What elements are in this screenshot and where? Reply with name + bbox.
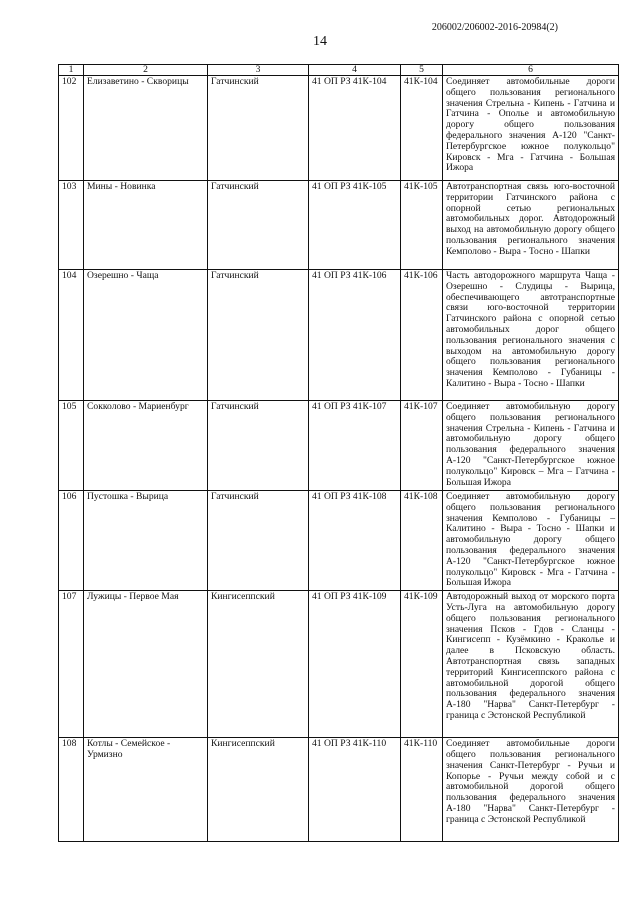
road-description: Соединяет автомобильные дороги общего пользования регионального значения Санкт-Петербург - Ручьи и Копорье - Ручьи между собой и с автомобильной дорогой общего пользования федерального значения А-180 "Нарва" Санкт-Петербург - граница с Эстонской Республикой bbox=[443, 738, 619, 842]
district-name: Кингисеппский bbox=[208, 591, 309, 738]
road-name: Елизаветино - Скворицы bbox=[84, 76, 208, 181]
road-id-full: 41 ОП РЗ 41К-109 bbox=[309, 591, 401, 738]
row-number: 108 bbox=[59, 738, 84, 842]
table-row bbox=[59, 591, 619, 738]
road-name: Пустошка - Вырица bbox=[84, 491, 208, 591]
table-header-row bbox=[59, 65, 619, 76]
table-row bbox=[59, 491, 619, 591]
district-name: Гатчинский bbox=[208, 181, 309, 270]
road-id-full: 41 ОП РЗ 41К-108 bbox=[309, 491, 401, 591]
road-description: Автотранспортная связь юго-восточной территории Гатчинского района с опорной сетью региональных автомобильных дорог. Автодорожный выход на автомобильную дорогу общего пользования регионального значения Кемполово - Выра - Тосно - Шапки bbox=[443, 181, 619, 270]
column-header: 1 bbox=[59, 65, 84, 76]
road-id-full: 41 ОП РЗ 41К-105 bbox=[309, 181, 401, 270]
road-name: Сокколово - Мариенбург bbox=[84, 401, 208, 491]
table-row bbox=[59, 181, 619, 270]
road-id-full: 41 ОП РЗ 41К-110 bbox=[309, 738, 401, 842]
road-id-full: 41 ОП РЗ 41К-107 bbox=[309, 401, 401, 491]
page-number: 14 bbox=[313, 34, 327, 49]
roads-table bbox=[58, 64, 619, 842]
district-name: Гатчинский bbox=[208, 491, 309, 591]
district-name: Кингисеппский bbox=[208, 738, 309, 842]
row-number: 107 bbox=[59, 591, 84, 738]
road-id-short: 41К-109 bbox=[401, 591, 443, 738]
road-id-short: 41К-110 bbox=[401, 738, 443, 842]
road-name: Мины - Новинка bbox=[84, 181, 208, 270]
column-header: 3 bbox=[208, 65, 309, 76]
district-name: Гатчинский bbox=[208, 76, 309, 181]
table-row bbox=[59, 738, 619, 842]
table-row bbox=[59, 270, 619, 401]
table-row bbox=[59, 76, 619, 181]
district-name: Гатчинский bbox=[208, 401, 309, 491]
column-header: 5 bbox=[401, 65, 443, 76]
district-name: Гатчинский bbox=[208, 270, 309, 401]
road-description: Соединяет автомобильные дороги общего пользования регионального значения Стрельна - Кипень - Гатчина и Гатчина - Ополье и автомобильную дорогу общего пользования федерального значения А-120 "Санкт-Петербургское южное полукольцо" Кировск - Мга - Гатчина - Большая Ижора bbox=[443, 76, 619, 181]
row-number: 104 bbox=[59, 270, 84, 401]
road-id-short: 41К-106 bbox=[401, 270, 443, 401]
row-number: 103 bbox=[59, 181, 84, 270]
row-number: 106 bbox=[59, 491, 84, 591]
table-row bbox=[59, 401, 619, 491]
road-name: Котлы - Семейское - Урмизно bbox=[84, 738, 208, 842]
road-id-full: 41 ОП РЗ 41К-104 bbox=[309, 76, 401, 181]
road-description: Соединяет автомобильную дорогу общего пользования регионального значения Кемполово - Губаницы – Калитино - Выра - Тосно - Шапки и автомобильную дорогу общего пользования федерального значения А-120 "Санкт-Петербургское южное полукольцо" Кировск - Мга - Гатчина - Большая Ижора bbox=[443, 491, 619, 591]
road-description: Часть автодорожного маршрута Чаща - Озерешно - Слудицы - Вырица, обеспечивающего автотранспортные связи юго-восточной территории Гатчинского района с опорной сетью автомобильных дорог общего пользования регионального значения с выходом на автомобильную дорогу общего пользования регионального значения Кемполово - Губаницы - Калитино - Выра - Тосно - Шапки bbox=[443, 270, 619, 401]
road-description: Соединяет автомобильную дорогу общего пользования регионального значения Стрельна - Кипень - Гатчина и автомобильную дорогу общего пользования федерального значения А-120 "Санкт-Петербургское южное полукольцо" Кировск – Мга – Гатчина - Большая Ижора bbox=[443, 401, 619, 491]
row-number: 102 bbox=[59, 76, 84, 181]
road-id-short: 41К-108 bbox=[401, 491, 443, 591]
column-header: 2 bbox=[84, 65, 208, 76]
road-id-short: 41К-104 bbox=[401, 76, 443, 181]
road-name: Озерешно - Чаща bbox=[84, 270, 208, 401]
column-header: 6 bbox=[443, 65, 619, 76]
road-name: Лужицы - Первое Мая bbox=[84, 591, 208, 738]
road-id-short: 41К-107 bbox=[401, 401, 443, 491]
road-id-full: 41 ОП РЗ 41К-106 bbox=[309, 270, 401, 401]
row-number: 105 bbox=[59, 401, 84, 491]
road-id-short: 41К-105 bbox=[401, 181, 443, 270]
road-description: Автодорожный выход от морского порта Усть-Луга на автомобильную дорогу общего пользования регионального значения Псков - Гдов - Сланцы - Кингисепп - Кузёмкино - Краколье и далее в Псковскую область. Автотранспортная связь западных территорий Кингисеппского района с автомобильной дорогой общего пользования федерального значения А-180 "Нарва" Санкт-Петербург - граница с Эстонской Республикой bbox=[443, 591, 619, 738]
document-id: 206002/206002-2016-20984(2) bbox=[431, 22, 558, 33]
column-header: 4 bbox=[309, 65, 401, 76]
